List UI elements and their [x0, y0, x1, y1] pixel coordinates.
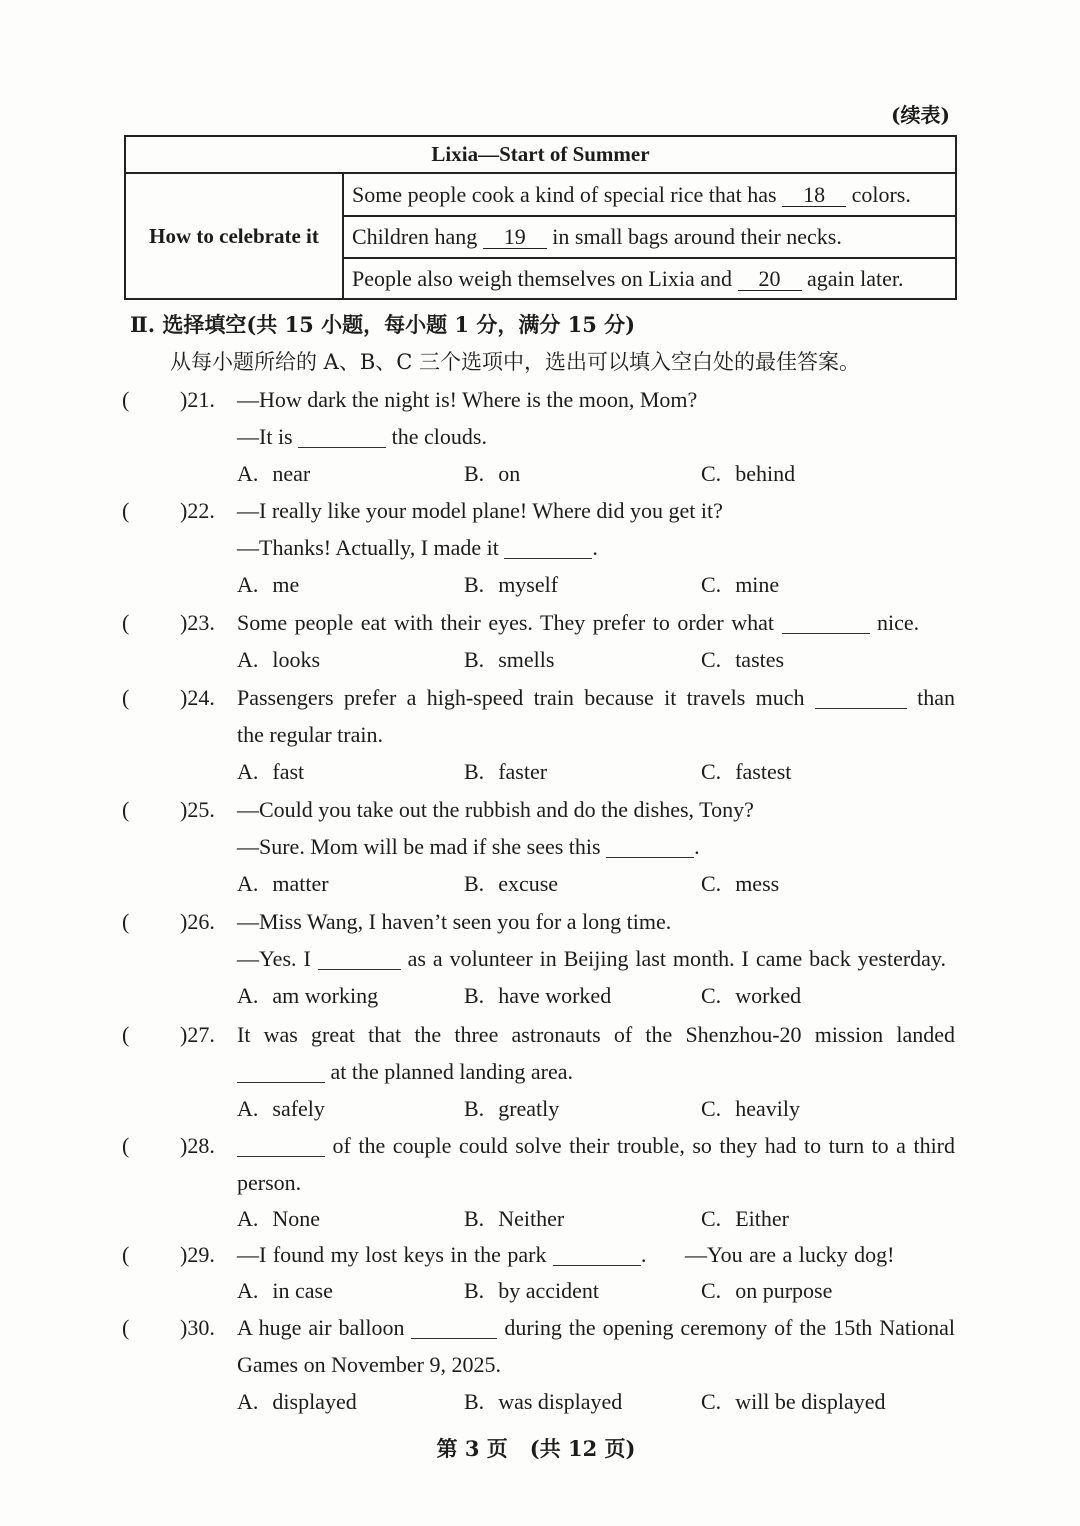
- answer-blank: [606, 837, 694, 858]
- option-label: A.: [237, 647, 259, 672]
- answer-bracket-close: ): [180, 685, 188, 710]
- stem-reply-text: —You are a lucky dog!: [685, 1242, 895, 1267]
- table-blank: 18: [782, 184, 846, 207]
- options-row: [237, 1090, 955, 1127]
- page-number: 第 3 页: [436, 1436, 508, 1461]
- option-text: have worked: [498, 983, 612, 1008]
- option-b: [464, 977, 611, 1014]
- question-body: [237, 679, 955, 790]
- option-label: B.: [464, 572, 485, 597]
- option-c: [701, 753, 791, 790]
- question-number-label: 24.: [187, 685, 215, 710]
- question-number-label: 30.: [187, 1315, 215, 1340]
- question-number: [180, 604, 215, 641]
- option-c: [701, 1383, 886, 1420]
- answer-bracket-close: ): [180, 909, 188, 934]
- option-a: [237, 1383, 357, 1420]
- stem-text: —Thanks! Actually, I made it: [237, 535, 499, 560]
- question-body: [237, 1127, 955, 1236]
- option-label: C.: [701, 1389, 722, 1414]
- option-text: safely: [272, 1096, 325, 1121]
- option-text: excuse: [498, 871, 559, 896]
- option-text: greatly: [498, 1096, 560, 1121]
- question-body: [237, 1236, 955, 1309]
- question-number: [180, 1236, 215, 1273]
- option-text: by accident: [498, 1278, 599, 1303]
- option-a: [237, 455, 310, 492]
- stem-text: as a volunteer in Beijing last month. I came back yesterday.: [407, 946, 946, 971]
- question-stem-line: [237, 791, 955, 828]
- question-stem-line: [237, 828, 955, 865]
- option-label: A.: [237, 983, 259, 1008]
- option-label: B.: [464, 759, 485, 784]
- option-text: in case: [272, 1278, 333, 1303]
- question-stem-line: [237, 1346, 955, 1383]
- option-label: C.: [701, 461, 722, 486]
- stem-text: —How dark the night is! Where is the moon, Mom?: [237, 387, 698, 412]
- answer-blank: [318, 949, 401, 970]
- question-body: [237, 492, 955, 603]
- question-stem-line: [237, 940, 946, 977]
- option-text: matter: [272, 871, 329, 896]
- option-label: C.: [701, 647, 722, 672]
- stem-text: the regular train.: [237, 722, 383, 747]
- option-label: C.: [701, 1206, 722, 1231]
- option-label: B.: [464, 1389, 485, 1414]
- option-a: [237, 753, 304, 790]
- option-label: B.: [464, 983, 485, 1008]
- section-instruction: 从每小题所给的 A、B、C 三个选项中，选出可以填入空白处的最佳答案。: [170, 350, 861, 374]
- question-stem-line: [237, 1236, 955, 1273]
- question-stem-line: [237, 903, 955, 940]
- table-row: [352, 174, 952, 215]
- section-heading: Ⅱ. 选择填空(共 15 小题，每小题 1 分，满分 15 分): [130, 312, 636, 337]
- answer-bracket-close: ): [180, 1133, 188, 1158]
- row-text: again later.: [807, 265, 904, 291]
- answer-bracket-open: (: [122, 1242, 130, 1267]
- question-stem-line: [237, 1164, 955, 1201]
- option-b: [464, 1090, 559, 1127]
- answer-bracket-close: ): [180, 610, 188, 635]
- option-label: A.: [237, 1096, 259, 1121]
- question-body: [237, 604, 955, 678]
- option-c: [701, 566, 779, 603]
- answer-bracket-close: ): [180, 498, 188, 523]
- question-number: [180, 1127, 215, 1164]
- option-label: B.: [464, 1206, 485, 1231]
- answer-bracket-open: (: [122, 1022, 130, 1047]
- stem-text: at the planned landing area.: [330, 1059, 574, 1084]
- option-c: [701, 1201, 789, 1236]
- page-footer: [0, 1435, 1072, 1463]
- option-text: myself: [498, 572, 559, 597]
- option-c: [701, 641, 784, 678]
- question-number-label: 22.: [187, 498, 215, 523]
- option-b: [464, 1383, 622, 1420]
- question-number-label: 26.: [187, 909, 215, 934]
- options-row: [237, 1383, 955, 1420]
- answer-blank: [411, 1318, 497, 1339]
- answer-blank: [298, 427, 386, 448]
- option-c: [701, 977, 801, 1014]
- answer-bracket-close: ): [180, 1022, 188, 1047]
- option-b: [464, 1201, 564, 1236]
- option-label: B.: [464, 1096, 485, 1121]
- option-c: [701, 1090, 800, 1127]
- question-stem-line: [237, 716, 955, 753]
- question-stem-line: [237, 381, 955, 418]
- question-stem-line: [237, 1016, 955, 1053]
- option-text: on purpose: [735, 1278, 833, 1303]
- answer-bracket-open: (: [122, 909, 130, 934]
- options-row: [237, 641, 955, 678]
- answer-bracket-open: (: [122, 387, 130, 412]
- question-number-label: 29.: [187, 1242, 215, 1267]
- option-a: [237, 1201, 320, 1236]
- question-stem-line: [237, 492, 955, 529]
- option-a: [237, 1090, 325, 1127]
- stem-text: —I found my lost keys in the park: [237, 1242, 547, 1267]
- stem-text: .: [640, 1242, 647, 1267]
- option-text: near: [272, 461, 311, 486]
- option-c: [701, 1273, 832, 1309]
- lixia-table: [124, 135, 957, 300]
- option-b: [464, 455, 520, 492]
- options-row: [237, 566, 955, 603]
- option-text: looks: [272, 647, 321, 672]
- answer-bracket-open: (: [122, 1133, 130, 1158]
- options-row: [237, 865, 955, 902]
- answer-bracket-close: ): [180, 797, 188, 822]
- option-text: mess: [735, 871, 780, 896]
- stem-text: —Yes. I: [237, 946, 311, 971]
- option-label: C.: [701, 572, 722, 597]
- table-row: [352, 217, 952, 258]
- option-a: [237, 977, 378, 1014]
- option-a: [237, 1273, 333, 1309]
- option-text: faster: [498, 759, 548, 784]
- question-stem-line: [237, 604, 955, 641]
- option-label: A.: [237, 1206, 259, 1231]
- option-label: C.: [701, 1278, 722, 1303]
- option-text: heavily: [735, 1096, 800, 1121]
- question-number: [180, 903, 215, 940]
- question-number: [180, 679, 215, 716]
- question-stem-line: [237, 679, 955, 716]
- question-stem-line: [237, 1127, 955, 1164]
- question-number-label: 23.: [187, 610, 215, 635]
- option-text: Neither: [498, 1206, 565, 1231]
- option-text: None: [272, 1206, 321, 1231]
- option-text: am working: [272, 983, 379, 1008]
- option-b: [464, 566, 558, 603]
- option-label: C.: [701, 983, 722, 1008]
- question-number-label: 21.: [187, 387, 215, 412]
- option-b: [464, 865, 558, 902]
- stem-text: during the opening ceremony of the 15th National: [504, 1315, 956, 1340]
- table-blank: 20: [738, 268, 802, 291]
- question-body: [237, 381, 955, 492]
- table-row-header: How to celebrate it: [149, 223, 319, 248]
- option-c: [701, 865, 779, 902]
- question-stem-line: [237, 1309, 955, 1346]
- row-text: People also weigh themselves on Lixia and: [352, 265, 733, 291]
- stem-text: .: [592, 535, 598, 560]
- option-a: [237, 865, 329, 902]
- option-a: [237, 641, 320, 678]
- option-c: [701, 455, 795, 492]
- stem-text: than: [917, 685, 955, 710]
- stem-text: Passengers prefer a high-speed train because it travels much: [237, 685, 805, 710]
- option-text: me: [272, 572, 300, 597]
- option-text: worked: [735, 983, 802, 1008]
- stem-text: Some people eat with their eyes. They prefer to order what: [237, 610, 775, 635]
- table-row: [352, 259, 952, 299]
- option-b: [464, 753, 547, 790]
- question-stem-line: [237, 418, 955, 455]
- options-row: [237, 1201, 955, 1236]
- answer-bracket-open: (: [122, 685, 130, 710]
- option-a: [237, 566, 299, 603]
- stem-text: —Miss Wang, I haven’t seen you for a long time.: [237, 909, 672, 934]
- option-label: C.: [701, 1096, 722, 1121]
- answer-blank: [553, 1245, 641, 1266]
- stem-text: person.: [237, 1170, 302, 1195]
- option-label: B.: [464, 461, 485, 486]
- question-stem-line: [237, 1053, 955, 1090]
- answer-blank: [237, 1062, 325, 1083]
- question-body: [237, 791, 955, 902]
- answer-bracket-close: ): [180, 1315, 188, 1340]
- question-body: [237, 1309, 955, 1420]
- stem-text: .: [694, 834, 700, 859]
- table-blank: 19: [483, 226, 547, 249]
- option-text: smells: [498, 647, 555, 672]
- stem-text: nice.: [877, 610, 920, 635]
- option-label: A.: [237, 759, 259, 784]
- row-text: colors.: [851, 182, 911, 207]
- row-text: Some people cook a kind of special rice that has: [352, 182, 777, 207]
- option-label: A.: [237, 461, 259, 486]
- option-text: mine: [735, 572, 780, 597]
- options-row: [237, 753, 955, 790]
- option-b: [464, 1273, 599, 1309]
- question-number: [180, 1309, 215, 1346]
- page-total: (共 12 页): [529, 1436, 636, 1461]
- option-label: A.: [237, 1278, 259, 1303]
- question-number-label: 27.: [187, 1022, 215, 1047]
- question-body: [237, 1016, 955, 1127]
- answer-bracket-close: ): [180, 1242, 188, 1267]
- question-number: [180, 381, 215, 418]
- question-number: [180, 791, 215, 828]
- option-text: fast: [272, 759, 305, 784]
- question-number: [180, 1016, 215, 1053]
- option-text: behind: [735, 461, 796, 486]
- stem-text: —Sure. Mom will be mad if she sees this: [237, 834, 601, 859]
- option-text: tastes: [735, 647, 785, 672]
- option-b: [464, 641, 554, 678]
- option-text: fastest: [735, 759, 792, 784]
- question-number-label: 28.: [187, 1133, 215, 1158]
- answer-blank: [782, 613, 870, 634]
- stem-text: the clouds.: [391, 424, 487, 449]
- question-body: [237, 903, 955, 1014]
- row-text: Children hang: [352, 223, 478, 249]
- question-number: [180, 492, 215, 529]
- stem-text: —Could you take out the rubbish and do the dishes, Tony?: [237, 797, 754, 822]
- continued-label: (续表): [891, 103, 950, 127]
- option-label: B.: [464, 647, 485, 672]
- stem-text: —It is: [237, 424, 293, 449]
- option-label: C.: [701, 759, 722, 784]
- table-title: Lixia—Start of Summer: [431, 142, 650, 166]
- option-label: A.: [237, 871, 259, 896]
- answer-bracket-open: (: [122, 797, 130, 822]
- answer-bracket-open: (: [122, 610, 130, 635]
- stem-text: A huge air balloon: [237, 1315, 405, 1340]
- options-row: [237, 977, 955, 1014]
- option-label: A.: [237, 1389, 259, 1414]
- question-number-label: 25.: [187, 797, 215, 822]
- option-label: C.: [701, 871, 722, 896]
- answer-blank: [815, 688, 907, 709]
- option-label: B.: [464, 1278, 485, 1303]
- stem-text: —I really like your model plane! Where did you get it?: [237, 498, 723, 523]
- row-text: in small bags around their necks.: [552, 223, 842, 249]
- answer-bracket-close: ): [180, 387, 188, 412]
- option-text: on: [498, 461, 521, 486]
- option-text: displayed: [272, 1389, 357, 1414]
- options-row: [237, 455, 955, 492]
- answer-blank: [504, 538, 592, 559]
- answer-bracket-open: (: [122, 498, 130, 523]
- stem-text: It was great that the three astronauts of the Shenzhou-20 mission landed: [237, 1022, 955, 1047]
- question-stem-line: [237, 529, 955, 566]
- stem-text: Games on November 9, 2025.: [237, 1352, 501, 1377]
- table-divider: [342, 174, 344, 298]
- option-text: Either: [735, 1206, 789, 1231]
- answer-blank: [237, 1136, 325, 1157]
- option-text: will be displayed: [735, 1389, 886, 1414]
- options-row: [237, 1273, 955, 1309]
- stem-text: of the couple could solve their trouble, so they had to turn to a third: [332, 1133, 956, 1158]
- option-label: B.: [464, 871, 485, 896]
- option-text: was displayed: [498, 1389, 623, 1414]
- option-label: A.: [237, 572, 259, 597]
- answer-bracket-open: (: [122, 1315, 130, 1340]
